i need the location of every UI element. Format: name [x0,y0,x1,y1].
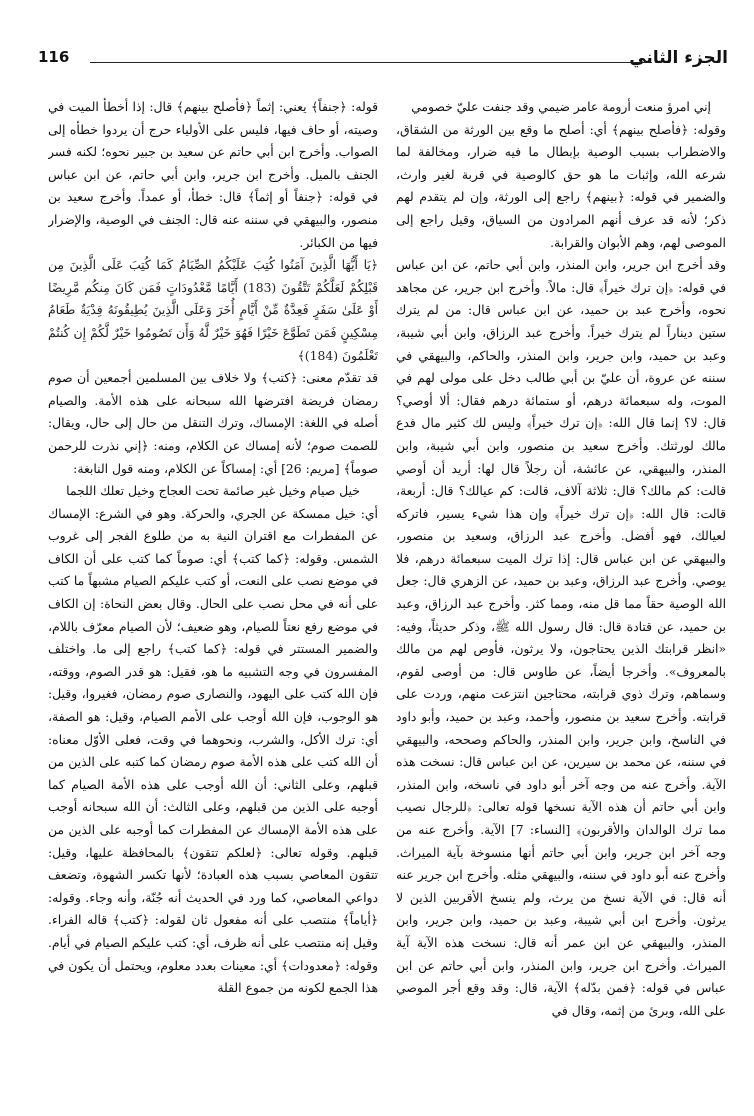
poetry-line: خيل صيام وخيل غير صائمة تحت العجاج وخيل تعلك اللجما [66,484,360,499]
running-title: الجزء الثاني [629,48,728,68]
right-column [396,96,726,1096]
quran-verse: ﴿يَا أَيُّهَا الَّذِينَ آمَنُوا كُتِبَ عَلَيْكُمُ الصِّيَامُ كَمَا كُتِبَ عَلَى الَّذِينَ مِن قَبْلِكُمْ لَعَلَّكُمْ تَتَّقُونَ (183) أَيَّامًا مَّعْدُودَاتٍ فَمَن كَانَ مِنكُم مَّرِيضًا أَوْ عَلَىٰ سَفَرٍ فَعِدَّةٌ مِّنْ أَيَّامٍ أُخَرَ وَعَلَى الَّذِينَ يُطِيقُونَهُ فِدْيَةٌ طَعَامُ مِسْكِينٍ فَمَن تَطَوَّعَ خَيْرًا فَهُوَ خَيْرٌ لَّهُ وَأَن تَصُومُوا خَيْرٌ لَّكُمْ إِن كُنتُمْ تَعْلَمُونَ (184)﴾ [48,258,378,363]
paragraph: قوله: ﴿جنفاً﴾ يعني: إثماً ﴿فأصلح بينهم﴾ قال: إذا أخطأ الميت في وصيته، أو حاف فيها، فليس على الأولياء حرج أن يردوا خطأه إلى الصواب. وأخرج ابن أبي حاتم عن سعيد بن جبير نحوه؛ لكنه فسر الجنف بالميل. وأخرج ابن جرير، وابن أبي حاتم، عن ابن عباس في قوله: ﴿جنفاً أو إثماً﴾ قال: خطأ، أو عمداً. وأخرج سعيد بن منصور، والبيهقي في سننه عنه قال: الجنف في الوصية، والإضرار فيها من الكبائر. [48,100,378,250]
poetry-line: إني امرؤ منعت أرومة عامر ضيمي وقد جنفت عليّ خصومي [411,100,711,114]
paragraph: قد تقدّم معنى: ﴿كتب﴾ ولا خلاف بين المسلمين أجمعين أن صوم رمضان فريضة افترضها الله سبحانه على هذه الأمة. والصيام أصله في اللغة: الإمساك، وترك التنقل من حال إلى حال، ويقال: للصمت صوم؛ لأنه إمساك عن الكلام، ومنه: ﴿إني نذرت للرحمن صوماً﴾ [مريم: 26] أي: إمساكاً عن الكلام، ومنه قول النابغة: [48,371,378,476]
page-number: 116 [38,48,70,66]
left-column [48,96,378,1096]
paragraph: وقد أخرج ابن جرير، وابن المنذر، وابن أبي حاتم، عن ابن عباس في قوله: ﴿إن ترك خيراً﴾ قال: مالاً. وأخرج ابن جرير، عن مجاهد نحوه، وأخرج عبد بن حميد، عن ابن عباس قال: من لم يترك ستين ديناراً لم يترك خيراً. وأخرج عبد الرزاق، وابن أبي شيبة، وعبد بن حميد، وابن جرير، وابن المنذر، والحاكم، والبيهقي في سننه عن عروة، أن عليّ بن أبي طالب دخل على مولى لهم في الموت، وله سبعمائة درهم، أو ستمائة درهم فقال: ألا أوصي؟ قال: لا؟ إنما قال الله: ﴿إن ترك خيراً﴾ وليس لك كثير مال فدع مالك لورثتك. وأخرج سعيد بن منصور، وابن أبي شيبة، وابن المنذر، والبيهقي، عن عائشة، أن رجلاً قال لها: أريد أن أوصي قالت: كم مالك؟ قال: ثلاثة آلاف، قالت: كم عيالك؟ قال: أربعة، قالت: قال الله: ﴿إن ترك خيراً﴾ وإن هذا شيء يسير، فاتركه لعيالك، فهو أفضل. وأخرج عبد الرزاق، وسعيد بن منصور، والبيهقي عن ابن عباس قال: إذا ترك الميت سبعمائة درهم، فلا يوصي. وأخرج عبد الرزاق، وعبد بن حميد، عن الزهري قال: جعل الله الوصية حقاً مما قل منه، ومما كثر. وأخرج عبد الرزاق، وعبد بن حميد، عن قتادة قال: قال رسول الله ﷺ، وذكر حديثاً، وفيه: «انظر قرابتك الذين يحتاجون، ولا يرثون، فأوص لهم من مالك بالمعروف». وأخرجا أيضاً، عن طاوس قال: من أوصى لقوم، وسماهم، وترك ذوي قرابته، محتاجين انتزعت منهم، وردت على قرابته. وأخرج سعيد بن منصور، وأحمد، وعبد بن حميد، وأبو داود في الناسخ، وابن جرير، وابن المنذر، والحاكم وصححه، والبيهقي في سننه، عن محمد بن سيرين، عن ابن عباس قال: نسخت هذه الآية. وأخرج عنه من وجه آخر أبو داود في ناسخه، وابن المنذر، وابن أبي حاتم أن هذه الآية نسخها قوله تعالى: ﴿للرجال نصيب مما ترك الوالدان والأقربون﴾ [النساء: 7] الآية. وأخرج عنه من وجه آخر ابن جرير، وابن أبي حاتم أنها منسوخة بآية الميراث. وأخرج عنه أبو داود في سننه، والبيهقي مثله. وأخرج ابن جرير عنه أنه قال: في الآية نسخ من يرث، ولم ينسخ الأقربين الذين لا يرثون. وأخرج ابن أبي شيبة، وعبد بن حميد، وابن جرير، وابن المنذر، والبيهقي عن ابن عمر أنه قال: نسخت هذه الآية آية الميراث. وأخرج ابن جرير، وابن المنذر، وابن أبي حاتم عن ابن عباس في قوله: ﴿فمن بدّله﴾ الآية، قال: وقد وقع أجر الموصي على الله، وبرئ من إثمه، وقال في [396,258,726,1018]
page-header [38,48,728,72]
paragraph: أي: خيل ممسكة عن الجري، والحركة. وهو في الشرع: الإمساك عن المفطرات مع اقتران النية به من طلوع الفجر إلى غروب الشمس. وقوله: ﴿كما كتب﴾ أي: صوماً كما كتب على أن الكاف في موضع نصب على النعت، أو كتب عليكم الصيام مشبهاً ما كتب على أنه في محل نصب على الحال. وقال بعض النحاة: إن الكاف في موضع رفع نعتاً للصيام، وهو ضعيف؛ لأن الصيام معرّف باللام، والضمير المستتر في قوله: ﴿كما كتب﴾ راجع إلى ما. واختلف المفسرون في وجه التشبيه ما هو، فقيل: هو قدر الصوم، ووقته، فإن الله كتب على اليهود، والنصارى صوم رمضان، فغيروا، وقيل: هو الوجوب، فإن الله أوجب على الأمم الصيام، وقيل: هو الصفة، أي: ترك الأكل، والشرب، ونحوهما في وقت، فعلى الأوّل معناه: أن الله كتب على هذه الأمة صوم رمضان كما كتبه على الذين من قبلهم، وعلى الثاني: أن الله أوجب على هذه الأمة الصيام كما أوجبه على الذين من قبلهم، وعلى الثالث: أن الله سبحانه أوجب على هذه الأمة الإمساك عن المفطرات كما أوجبه على الذين من قبلهم. وقوله تعالى: ﴿لعلكم تتقون﴾ بالمحافظة عليها، وقيل: تتقون المعاصي بسبب هذه العبادة؛ لأنها تكسر الشهوة، وتضعف دواعي المعاصي، كما ورد في الحديث أنه جُنّة، وأنه وجاء. وقوله: ﴿أياماً﴾ منتصب على أنه مفعول ثان لقوله: ﴿كتب﴾ قاله الفراء. وقيل إنه منتصب على أنه ظرف، أي: كتب عليكم الصيام في أيام. وقوله: ﴿معدودات﴾ أي: معينات بعدد معلوم، ويحتمل أن يكون في هذا الجمع لكونه من جموع القلة [48,506,378,996]
paragraph: وقوله: ﴿فأصلح بينهم﴾ أي: أصلح ما وقع بين الورثة من الشقاق، والاضطراب بسبب الوصية بإبطال ما فيه ضرار، ومخالفة لما شرعه الله، وإثبات ما هو حق كالوصية في قربة لغير وارث، والضمير في قوله: ﴿بينهم﴾ راجع إلى الورثة، وإن لم يتقدم لهم ذكر؛ لأنه قد عرف أنهم المرادون من السياق، وقيل راجع إلى الموصى لهم، وهم الأبوان والقرابة. [396,122,726,250]
header-rule [90,62,652,63]
